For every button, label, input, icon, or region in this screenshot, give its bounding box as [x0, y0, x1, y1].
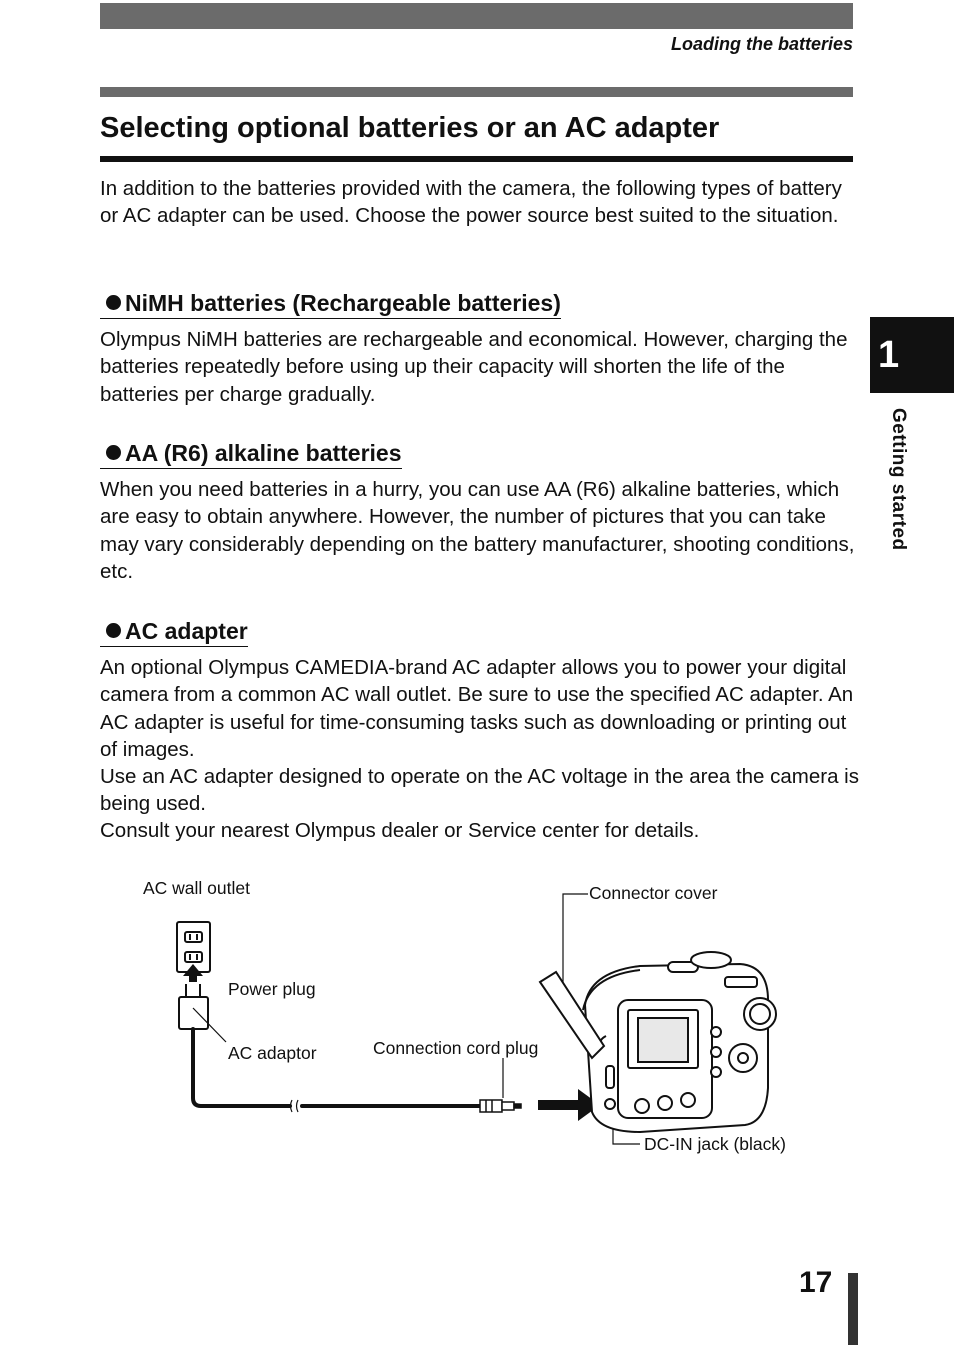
alkaline-paragraph: When you need batteries in a hurry, you can use AA (R6) alkaline batteries, which are easy to obtain anywhere. However, the number of pictures that you can take may vary considerably depending on the battery manufacturer, shooting conditions, etc. — [100, 478, 855, 583]
ac-adaptor-label: AC adaptor — [228, 1043, 317, 1063]
subsection-heading-nimh — [100, 290, 561, 319]
ac-adaptor-icon — [179, 984, 208, 1029]
section-title: Selecting optional batteries or an AC adapter — [100, 112, 720, 144]
bullet-icon — [106, 445, 121, 460]
arrow-up-icon — [183, 964, 203, 982]
intro-paragraph: In addition to the batteries provided with the camera, the following types of battery or AC adapter can be used. Choose the power source best suited to the situation. — [100, 177, 842, 228]
ac-adapter-paragraph-2: Use an AC adapter designed to operate on the AC voltage in the area the camera is being used. — [100, 765, 859, 816]
wall-outlet-icon — [177, 922, 210, 972]
dc-in-jack-label: DC-IN jack (black) — [644, 1134, 786, 1154]
camera-icon — [583, 952, 776, 1132]
section-title-rule — [100, 156, 853, 162]
subsection-heading-alkaline — [100, 440, 402, 469]
chapter-number: 1 — [878, 334, 900, 376]
connection-cord-plug-icon — [480, 1100, 521, 1112]
connector-cover-label: Connector cover — [589, 883, 718, 903]
bullet-icon — [106, 295, 121, 310]
subsection-heading-text: AA (R6) alkaline batteries — [125, 440, 402, 466]
diagram-drawing — [0, 860, 954, 1180]
subsection-heading-ac-adapter — [100, 618, 248, 647]
running-title: Loading the batteries — [670, 34, 853, 54]
power-plug-label: Power plug — [228, 979, 316, 999]
section-top-rule — [100, 87, 853, 97]
chapter-title: Getting started — [888, 408, 909, 551]
connection-cord-plug-label: Connection cord plug — [373, 1038, 539, 1058]
subsection-heading-text: AC adapter — [125, 618, 248, 644]
page-number-bar — [848, 1273, 858, 1345]
subsection-heading-text: NiMH batteries (Rechargeable batteries) — [125, 290, 561, 316]
ac-wall-outlet-label: AC wall outlet — [143, 878, 250, 898]
nimh-paragraph: Olympus NiMH batteries are rechargeable and economical. However, charging the batteries repeatedly before using up their capacity will shorten the life of the batteries per charge gradually. — [100, 328, 848, 406]
connector-cover-leader — [563, 894, 588, 1002]
header-bar — [100, 3, 853, 29]
bullet-icon — [106, 623, 121, 638]
ac-adapter-paragraph-1: An optional Olympus CAMEDIA-brand AC adapter allows you to power your digital camera from a common AC wall outlet. Be sure to use the specified AC adapter. An AC adapter is useful for time-consuming tasks such as downloading or printing out of images. — [100, 656, 854, 761]
page-number: 17 — [799, 1266, 833, 1299]
ac-adapter-paragraph-3: Consult your nearest Olympus dealer or Service center for details. — [100, 819, 700, 842]
ac-adapter-diagram — [0, 860, 954, 1180]
